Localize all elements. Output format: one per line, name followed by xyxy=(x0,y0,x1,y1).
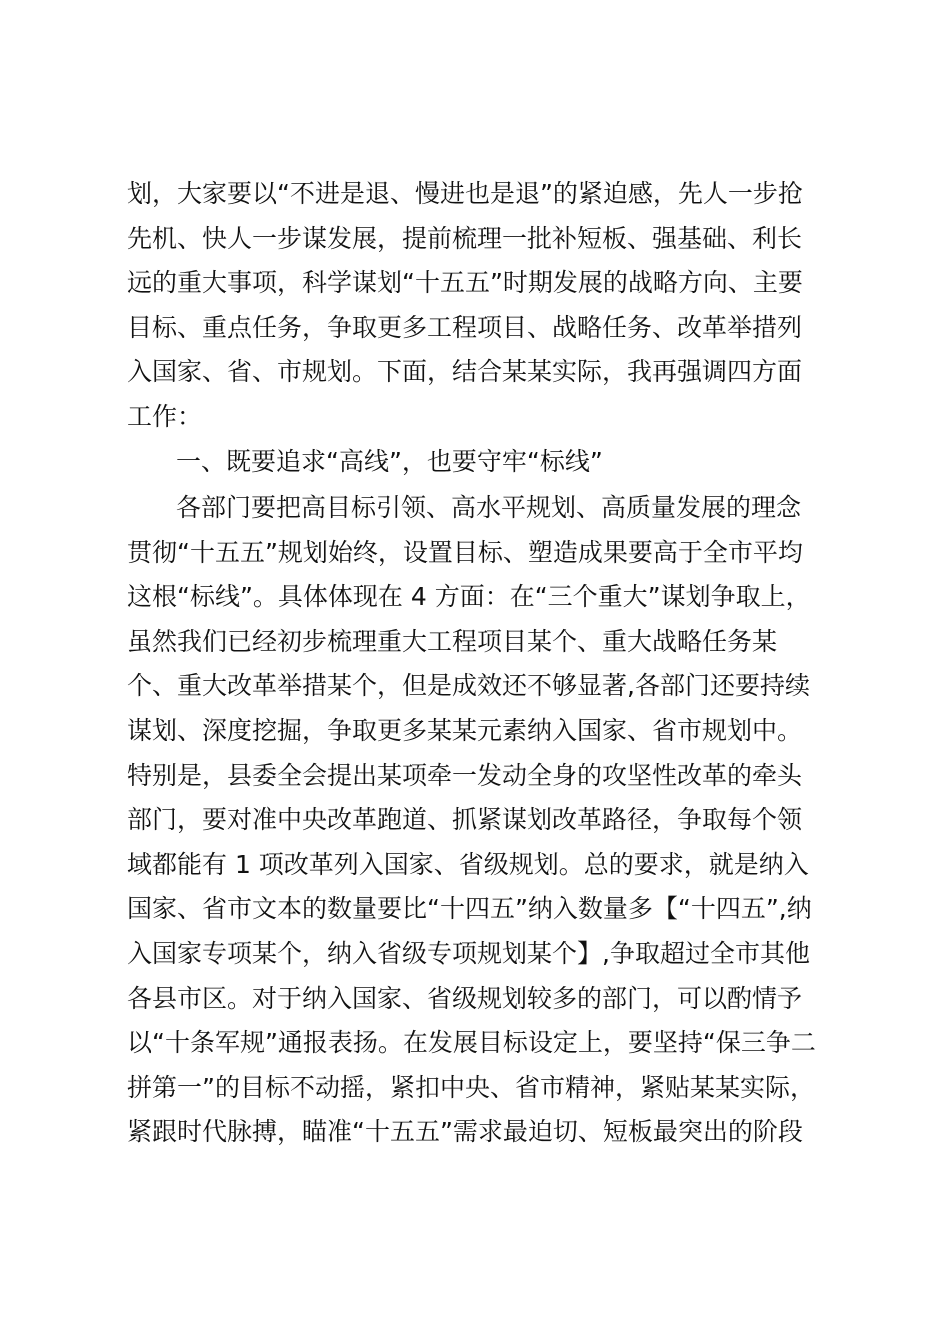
text-line: 各县市区。对于纳入国家、省级规划较多的部门，可以酌情予 xyxy=(127,983,803,1013)
text-line: 入国家、省、市规划。下面，结合某某实际，我再强调四方面 xyxy=(127,357,803,387)
text-line: 虽然我们已经初步梳理重大工程项目某个、重大战略任务某 xyxy=(127,626,778,656)
text-line: 紧跟时代脉搏，瞄准“十五五”需求最迫切、短板最突出的阶段 xyxy=(127,1117,803,1147)
text-line: 域都能有 1 项改革列入国家、省级规划。总的要求，就是纳入 xyxy=(127,849,809,879)
text-line: 这根“标线”。具体体现在 4 方面：在“三个重大”谋划争取上， xyxy=(127,582,811,612)
text-line: 以“十条军规”通报表扬。在发展目标设定上，要坚持“保三争二 xyxy=(127,1028,816,1058)
text-line: 工作： xyxy=(127,401,203,431)
text-line: 划，大家要以“不进是退、慢进也是退”的紧迫感，先人一步抢 xyxy=(127,179,803,208)
text-line: 国家、省市文本的数量要比“十四五”纳入数量多【“十四五”,纳 xyxy=(127,894,812,924)
text-line: 远的重大事项，科学谋划“十五五”时期发展的战略方向、主要 xyxy=(127,268,803,298)
text-line: 各部门要把高目标引领、高水平规划、高质量发展的理念 xyxy=(176,493,802,522)
text-line: 部门，要对准中央改革跑道、抓紧谋划改革路径，争取每个领 xyxy=(127,805,803,835)
text-line: 贯彻“十五五”规划始终，设置目标、塑造成果要高于全市平均 xyxy=(127,537,803,567)
text-line: 谋划、深度挖掘，争取更多某某元素纳入国家、省市规划中。 xyxy=(127,715,803,745)
paragraph-intro xyxy=(127,172,837,440)
text-line: 先机、快人一步谋发展，提前梳理一批补短板、强基础、利长 xyxy=(127,223,803,253)
paragraph-body xyxy=(127,486,837,1155)
text-line: 目标、重点任务，争取更多工程项目、战略任务、改革举措列 xyxy=(127,312,803,342)
text-line: 入国家专项某个，纳入省级专项规划某个】,争取超过全市其他 xyxy=(127,938,810,968)
text-line: 个、重大改革举措某个，但是成效还不够显著,各部门还要持续 xyxy=(127,671,810,701)
text-line: 特别是，县委全会提出某项牵一发动全身的攻坚性改革的牵头 xyxy=(127,760,803,790)
section-heading: 一、既要追求“高线”，也要守牢“标线” xyxy=(176,447,603,476)
text-line: 拼第一”的目标不动摇，紧扣中央、省市精神，紧贴某某实际， xyxy=(127,1072,815,1102)
